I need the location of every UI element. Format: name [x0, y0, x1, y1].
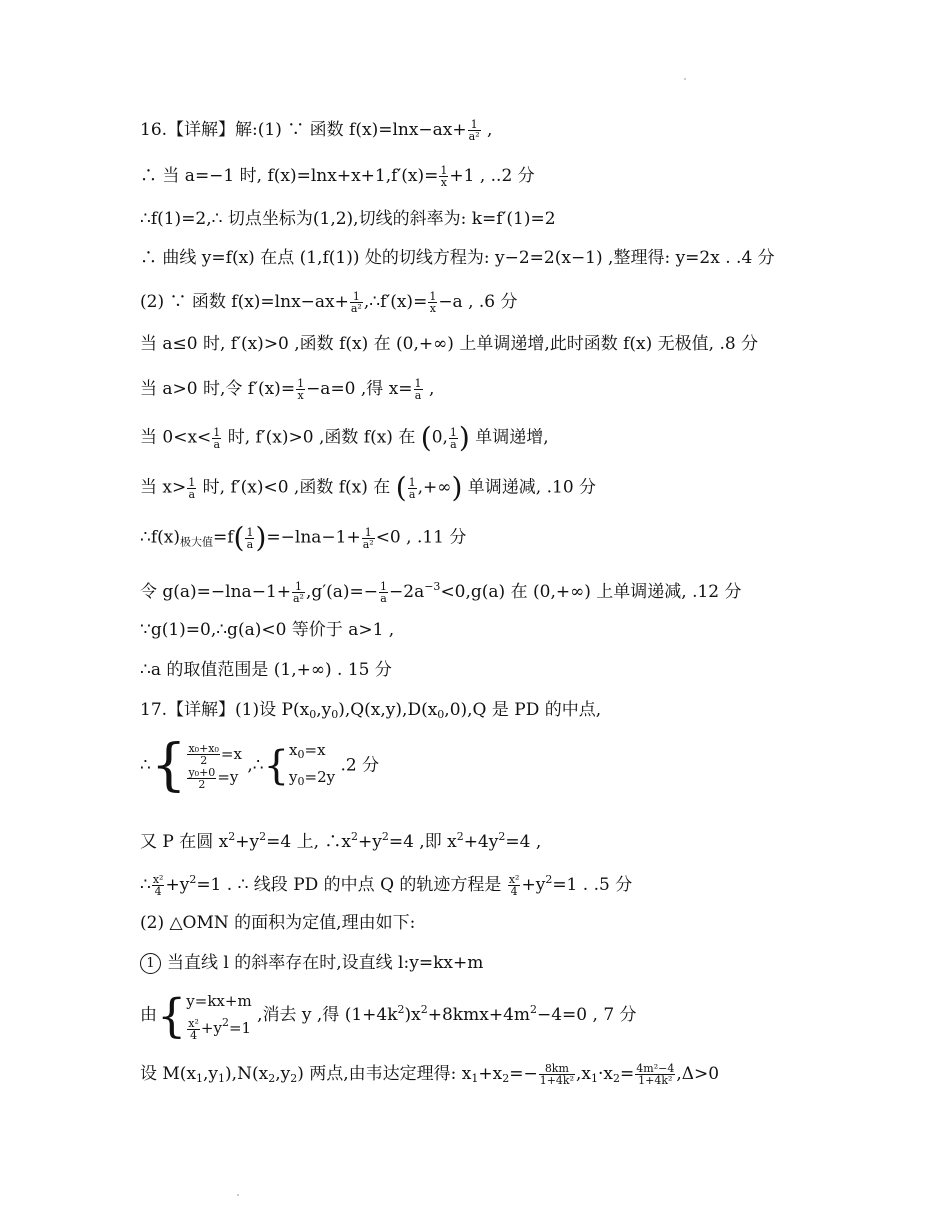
solution-line: ∵g(1)=0,∴g(a)<0 等价于 a>1 ,	[140, 620, 395, 640]
solution-line: ∴a 的取值范围是 (1,+∞) . 15 分	[140, 660, 392, 680]
fraction: $\frac{1}{a}$	[414, 377, 422, 402]
fraction: $\frac{1}{\text{a²}}$	[468, 118, 480, 143]
fraction: $\frac{1}{x}$	[297, 377, 305, 402]
fraction: $\frac{1}{a}$	[408, 475, 416, 501]
left-brace: {	[157, 988, 187, 1043]
solution-16-header: 16.【详解】解:(1) ∵ 函数 f(x)=lnx−ax+ $\frac{1}{\text{a²}}$ ,	[140, 118, 493, 143]
right-paren: )	[451, 471, 463, 504]
fraction: $\frac{1}{a}$	[246, 525, 254, 551]
fraction: $\frac{1}{a}$	[449, 425, 457, 451]
scan-speck	[237, 1194, 239, 1196]
solution-line: 又 P 在圆 $x^2+y^2=4$ 上, $\therefore x^2+y^2=4$ ,即 $x^2+4y^2=4$ ,	[140, 830, 542, 852]
fraction: $\frac{1}{x}$	[440, 164, 448, 189]
equation-system: y=kx+m $\frac{\text{x²}}{4}$ $+y^2=1$	[186, 992, 252, 1042]
solution-line: ∴ $\frac{\text{x²}}{4}$ $+y^2=1$ . ∴ 线段 PD 的中点 Q 的轨迹方程是 $\frac{\text{x²}}{4}$ $+y^2=1$ . .5 分	[140, 873, 633, 898]
left-paren: (	[420, 421, 432, 454]
equation-system: $x_0=x$ $y_0=2y$	[289, 741, 336, 788]
solution-line: ∴ 当 a=−1 时, f(x)=lnx+x+1,f′(x)= $\frac{1}{x}$ +1 , ..2 分	[140, 164, 535, 189]
solution-line: 设 $M(x_1,y_1),N(x_2,y_2)$ 两点,由韦达定理得: $x_1+x_2=-$ $\frac{8km}{\text{1+4k²}}$ $,x_1\cdot x_2=$ $\frac{\text{4m²−4}}{\text{1+4k²}}$ ,Δ>0	[140, 1062, 720, 1087]
fraction: $\frac{1}{\text{a²}}$	[350, 290, 362, 315]
solution-line: 当 a>0 时,令 f′(x)= $\frac{1}{x}$ −a=0 ,得 x= $\frac{1}{a}$ ,	[140, 377, 435, 402]
solution-system: ∴{ $\frac{\text{x₀+x₀}}{2}$ =x $\frac{\text{y₀+0}}{2}$ =y ,∴{ $x_0=x$ $y_0=2y$ .2 分	[140, 733, 380, 798]
left-brace: {	[263, 743, 290, 789]
left-paren: (	[233, 521, 245, 554]
fraction: $\frac{1}{x}$	[429, 290, 437, 315]
solution-line: (2) ∵ 函数 f(x)=lnx−ax+ $\frac{1}{\text{a²}}$ ,∴f′(x)= $\frac{1}{x}$ −a , .6 分	[140, 290, 518, 315]
fraction: $\frac{1}{a}$	[188, 475, 196, 501]
left-paren: (	[395, 471, 407, 504]
fraction: $\frac{1}{\text{a²}}$	[293, 580, 304, 605]
fraction: $\frac{1}{a}$	[213, 425, 221, 451]
solution-17-header: 17.【详解】(1)设 $P(x_0,y_0),Q(x,y),D(x_0,0),Q$ 是 PD 的中点,	[140, 700, 602, 721]
solution-line: 当 x> $\frac{1}{a}$ 时, f′(x)<0 ,函数 f(x) 在 ( $\frac{1}{a}$ ,+∞) 单调递减, .10 分	[140, 471, 597, 504]
right-paren: )	[458, 421, 470, 454]
solution-line: 1 当直线 l 的斜率存在时,设直线 l:y=kx+m	[140, 951, 483, 975]
solution-line: ∴f(1)=2,∴ 切点坐标为(1,2),切线的斜率为: k=f′(1)=2	[140, 209, 556, 229]
right-paren: )	[255, 521, 267, 554]
scan-speck	[684, 78, 686, 80]
fraction: $\frac{1}{\text{a²}}$	[362, 525, 374, 551]
solution-line: 当 0<x< $\frac{1}{a}$ 时, f′(x)>0 ,函数 f(x) 在 (0, $\frac{1}{a}$ ) 单调递增,	[140, 421, 549, 454]
fraction: $\frac{1}{a}$	[380, 580, 388, 605]
solution-line: 令 g(a)=−lna−1+ $\frac{1}{\text{a²}}$ ,g′(a)=− $\frac{1}{a}$ $-2a^{-3}<0,g(a)$ 在 (0,+∞) 上单调递减, .12 分	[140, 580, 742, 605]
left-brace: {	[150, 733, 187, 798]
solution-line: (2) △OMN 的面积为定值,理由如下:	[140, 913, 416, 933]
solution-system: 由{ y=kx+m $\frac{\text{x²}}{4}$ $+y^2=1$ ,消去 y ,得 $(1+4k^2)x^2+8kmx+4m^2-4=0$ , 7 分	[140, 988, 637, 1043]
solution-line: 当 a≤0 时, f′(x)>0 ,函数 f(x) 在 (0,+∞) 上单调递增,此时函数 f(x) 无极值, .8 分	[140, 334, 759, 354]
solution-line: $\therefore f(x)_{极大值}=f$( $\frac{1}{a}$ )=−lna−1+ $\frac{1}{\text{a²}}$ <0 , .11 分	[140, 521, 467, 554]
solution-line: ∴ 曲线 y=f(x) 在点 (1,f(1)) 处的切线方程为: y−2=2(x−1) ,整理得: y=2x . .4 分	[140, 248, 775, 268]
equation-system: $\frac{\text{x₀+x₀}}{2}$ =x $\frac{\text{y₀+0}}{2}$ =y	[188, 742, 242, 791]
circled-number: 1	[140, 953, 161, 974]
